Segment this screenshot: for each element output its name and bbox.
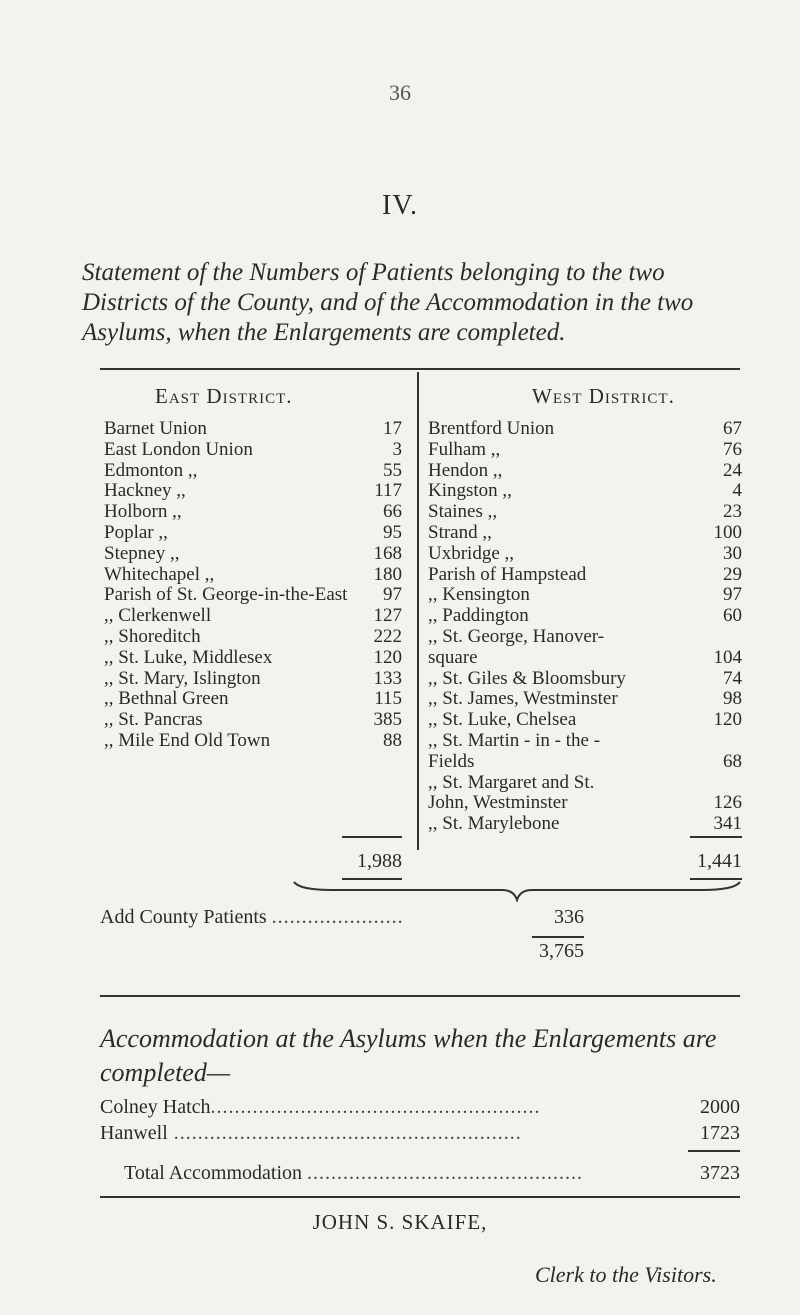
accommodation-title: Accommodation at the Asylums when the Enlargements are completed— [100,1024,717,1087]
accommodation-total-value: 3723 [700,1162,740,1184]
table-row [104,584,402,606]
table-row [104,564,402,586]
row-value: 3 [392,438,402,460]
signature-title: Clerk to the Visitors. [535,1262,717,1287]
row-label: East London Union [104,438,253,460]
row-label: ,, St. George, Hanover- [428,626,605,647]
table-row [428,460,742,482]
table-row [428,418,742,440]
row-value: 168 [373,542,402,564]
accommodation-total-label: Total Accommodation [124,1162,303,1184]
table-row [104,439,402,461]
row-value: 120 [373,646,402,668]
table-row [428,751,742,773]
row-label: Fulham ,, [428,438,501,460]
row-value: 341 [713,813,742,835]
row-value: 95 [383,522,402,543]
row-label: ,, St. Giles & Bloomsbury [428,667,626,689]
row-value: 115 [374,688,402,710]
table-row [428,480,742,502]
row-label: Kingston ,, [428,480,512,502]
table-row [104,647,402,669]
table-row [428,647,742,669]
row-label: square [428,646,478,668]
row-value: 74 [723,667,742,689]
accommodation-total-row: Total Accommodation .............................................. 3723 [124,1162,740,1184]
accommodation-row-colney-hatch: Colney Hatch....................................................... 2000 [100,1096,740,1118]
row-value: 67 [723,418,742,439]
table-row [104,460,402,482]
row-value: 55 [383,459,402,481]
table-row [428,564,742,586]
row-label: Staines ,, [428,501,498,523]
row-value: 97 [723,584,742,606]
row-label: Strand ,, [428,522,492,543]
east-total: 1,988 [357,850,402,872]
table-row [104,605,402,627]
east-district-heading: East District. [155,384,293,408]
section-number: IV. [382,190,418,221]
row-label: ,, Kensington [428,584,530,606]
table-row [104,543,402,565]
row-label: Parish of St. George-in-the-East [104,584,348,606]
table-row [104,668,402,690]
row-label: ,, St. Martin - in - the - [428,730,601,751]
row-label: ,, St. Marylebone [428,813,560,835]
row-value: 385 [373,709,402,731]
row-value: 180 [373,563,402,585]
accommodation-label: Hanwell [100,1122,168,1144]
row-label: Edmonton ,, [104,459,198,481]
west-total: 1,441 [697,850,742,872]
table-row [428,792,742,814]
row-label: Fields [428,750,475,772]
row-value: 133 [373,667,402,689]
row-label: ,, St. Margaret and St. [428,771,595,793]
row-value: 17 [383,418,402,439]
row-value: 68 [723,750,742,772]
table-row [428,688,742,710]
row-value: 29 [723,563,742,585]
accommodation-value: 1723 [700,1122,740,1144]
east-total-rule [342,836,402,838]
row-value: 100 [713,522,742,543]
row-label: Stepney ,, [104,542,180,564]
table-row [428,668,742,690]
column-divider [417,372,419,850]
row-label: Uxbridge ,, [428,542,515,564]
statement-title: Statement of the Numbers of Patients belonging to the two Districts of the County, and of the Accommodation in the two Asylums, when the Enlargements are completed. [82,259,694,346]
row-value: 30 [723,542,742,564]
row-label: John, Westminster [428,792,568,814]
table-row [104,730,402,752]
section-divider [100,995,740,997]
table-row [104,480,402,502]
row-value: 98 [723,688,742,710]
row-value: 66 [383,501,402,523]
row-label: Parish of Hampstead [428,563,587,585]
county-patients-value: 336 [554,906,584,928]
table-row [104,501,402,523]
row-label: ,, Paddington [428,605,529,627]
row-value: 23 [723,501,742,523]
accommodation-row-hanwell: Hanwell .......................................................... 1723 [100,1122,740,1144]
accommodation-label: Colney Hatch [100,1096,211,1118]
table-row [428,709,742,731]
signature-name: JOHN S. SKAIFE, [312,1210,488,1234]
row-value: 60 [723,605,742,627]
county-patients-row [100,904,584,930]
table-row [428,501,742,523]
row-label: ,, St. Pancras [104,709,203,731]
row-label: Barnet Union [104,418,207,439]
table-row [104,709,402,731]
row-label: Whitechapel ,, [104,563,215,585]
row-value: 76 [723,438,742,460]
row-label: ,, Clerkenwell [104,605,212,627]
table-top-rule [100,368,740,370]
county-patients-label: Add County Patients ...................... [100,906,404,928]
row-value: 24 [723,459,742,481]
table-row [104,626,402,648]
grouping-brace [292,880,742,902]
row-value: 120 [713,709,742,731]
row-value: 126 [713,792,742,814]
table-row [428,439,742,461]
row-value: 127 [373,605,402,627]
table-row [104,522,402,544]
row-label: ,, St. Luke, Chelsea [428,709,577,731]
row-value: 117 [374,480,402,502]
row-label: ,, St. Luke, Middlesex [104,646,273,668]
table-row [428,772,742,794]
row-label: ,, Shoreditch [104,626,201,647]
row-label: ,, St. James, Westminster [428,688,618,710]
accommodation-total-rule [688,1150,740,1152]
row-label: Holborn ,, [104,501,182,523]
row-value: 88 [383,730,402,751]
row-label: Hackney ,, [104,480,186,502]
row-value: 4 [732,480,742,502]
table-row [428,543,742,565]
row-value: 97 [383,584,402,606]
row-label: Hendon ,, [428,459,503,481]
row-value: 222 [373,626,402,647]
table-row [428,522,742,544]
west-total-rule [690,836,742,838]
page-number: 36 [389,80,411,105]
table-row [428,813,742,835]
grand-total-rule [532,936,584,938]
west-district-heading: West District. [532,384,675,408]
row-label: ,, Bethnal Green [104,688,229,710]
table-row [428,730,742,752]
table-row [428,584,742,606]
grand-total: 3,765 [539,940,584,962]
row-label: Brentford Union [428,418,555,439]
bottom-rule [100,1196,740,1198]
table-row [104,418,402,440]
table-row [104,688,402,710]
row-label: ,, Mile End Old Town [104,730,271,751]
table-row [428,626,742,648]
accommodation-value: 2000 [700,1096,740,1118]
row-value: 104 [713,646,742,668]
row-label: ,, St. Mary, Islington [104,667,261,689]
table-row [428,605,742,627]
row-label: Poplar ,, [104,522,168,543]
